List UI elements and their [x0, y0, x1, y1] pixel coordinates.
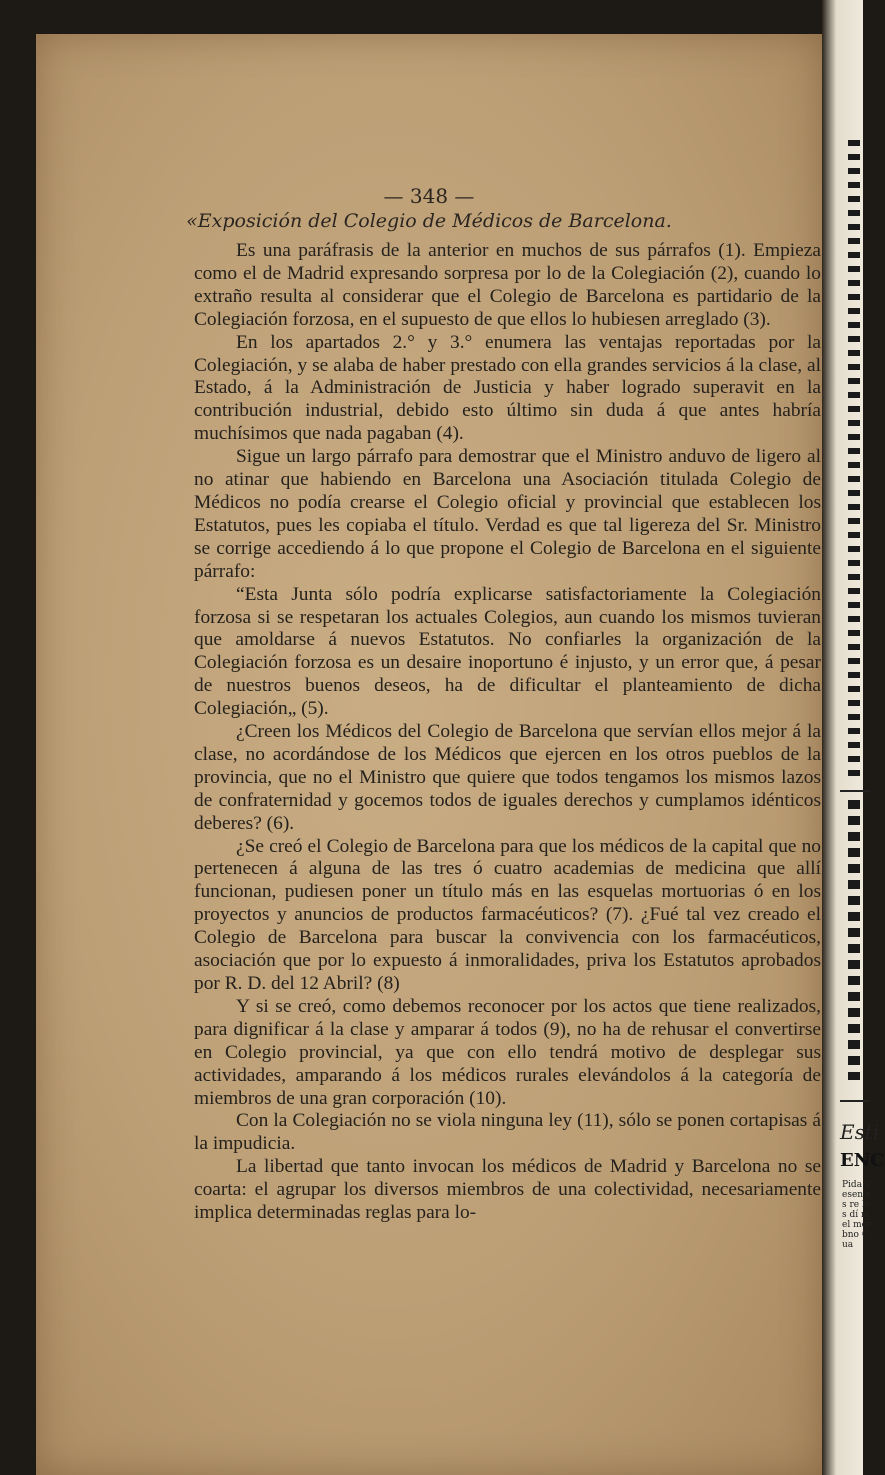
body-text	[194, 240, 821, 1225]
paragraph-1: Es una paráfrasis de la anterior en muchos de sus párrafos (1). Empieza como el de Madrid expresando sorpresa por lo de la Colegiación (2), cuando lo extraño resulta al considerar que el Colegio de Barcelona es partidario de la Colegiación forzosa, en el supuesto de que ellos lo hubiesen arreglado (3).	[194, 240, 821, 330]
section-heading: «Exposición del Colegio de Médicos de Barcelona.	[186, 210, 672, 232]
paragraph-8: Con la Colegiación no se viola ninguna ley (11), sólo se ponen cortapisas á la impudicia.	[194, 1110, 821, 1155]
paragraph-9: La libertad que tanto invocan los médicos de Madrid y Barcelona no se coarta: el agrupar los diversos miembros de una colectividad, necesariamente implica determinadas reglas para lo-	[194, 1156, 821, 1224]
adjacent-fragment-2: ENC	[840, 1150, 885, 1171]
paragraph-5: ¿Creen los Médicos del Colegio de Barcelona que servían ellos mejor á la clase, no acordándose de los Médicos que ejercen en los otros pueblos de la provincia, que no el Ministro que quiere que todos tengamos los mismos lazos de confraternidad y gocemos todos de iguales derechos y cumplamos idénticos deberes? (6).	[194, 721, 821, 834]
paragraph-6: ¿Se creó el Colegio de Barcelona para que los médicos de la capital que no pertenecen á alguna de las tres ó cuatro academias de medicina que allí funcionan, pudiesen poner un título más en las esquelas mortuorias ó en los proyectos y anuncios de productos farmacéuticos? (7). ¿Fué tal vez creado el Colegio de Barcelona para buscar la convivencia con los farmacéuticos, asociación que por lo expuesto á inmoralidades, priva los Estatutos aprobados por R. D. del 12 Abril? (8)	[194, 835, 821, 994]
paragraph-2: En los apartados 2.° y 3.° enumera las ventajas reportadas por la Colegiación, y se alaba de haber prestado con ella grandes servicios á la clase, al Estado, á la Administración de Justicia y haber logrado superavit en la contribución industrial, debido esto último sin duda á que antes habría muchísimos que nada pagaban (4).	[194, 331, 821, 445]
book-page	[36, 34, 822, 1475]
page-number: — 348 —	[383, 184, 475, 208]
adjacent-fragment-1: Esti	[840, 1120, 880, 1144]
ornament-border	[848, 140, 860, 780]
paragraph-3: Sigue un largo párrafo para demostrar que el Ministro anduvo de ligero al no atinar que habiendo en Barcelona una Asociación titulada Colegio de Médicos no podía crearse el Colegio oficial y provincial que establecen los Estatutos, pues les copiaba el título. Verdad es que tal ligereza del Sr. Ministro se corrige accediendo á lo que propone el Colegio de Barcelona en el siguiente párrafo:	[194, 446, 821, 582]
adjacent-page-edge	[822, 0, 885, 1475]
divider	[840, 790, 870, 792]
divider-lower	[840, 1100, 870, 1102]
paragraph-7: Y si se creó, como debemos reconocer por los actos que tiene realizados, para dignificar á la clase y amparar á todos (9), no ha de rehusar el convertirse en Colegio provincial, ya que con ello tendrá motivo de desplegar sus actividades, amparando á los médicos rurales elevándolos á la categoría de miembros de una gran corporación (10).	[194, 995, 821, 1109]
adjacent-fragment-3: Pida V esen es re les dí m el mer bno Cua	[842, 1180, 872, 1250]
ornament-border-lower	[848, 800, 860, 1080]
paragraph-4: “Esta Junta sólo podría explicarse satisfactoriamente la Colegiación forzosa si se respetaran los actuales Colegios, aun cuando los mismos tuvieran que amoldarse á nuevos Estatutos. No confiarles la organización de la Colegiación forzosa es un desaire inoportuno é injusto, y un error que, á pesar de nuestros buenos deseos, ha de dificultar el planteamiento de dicha Colegiación„ (5).	[194, 583, 821, 720]
